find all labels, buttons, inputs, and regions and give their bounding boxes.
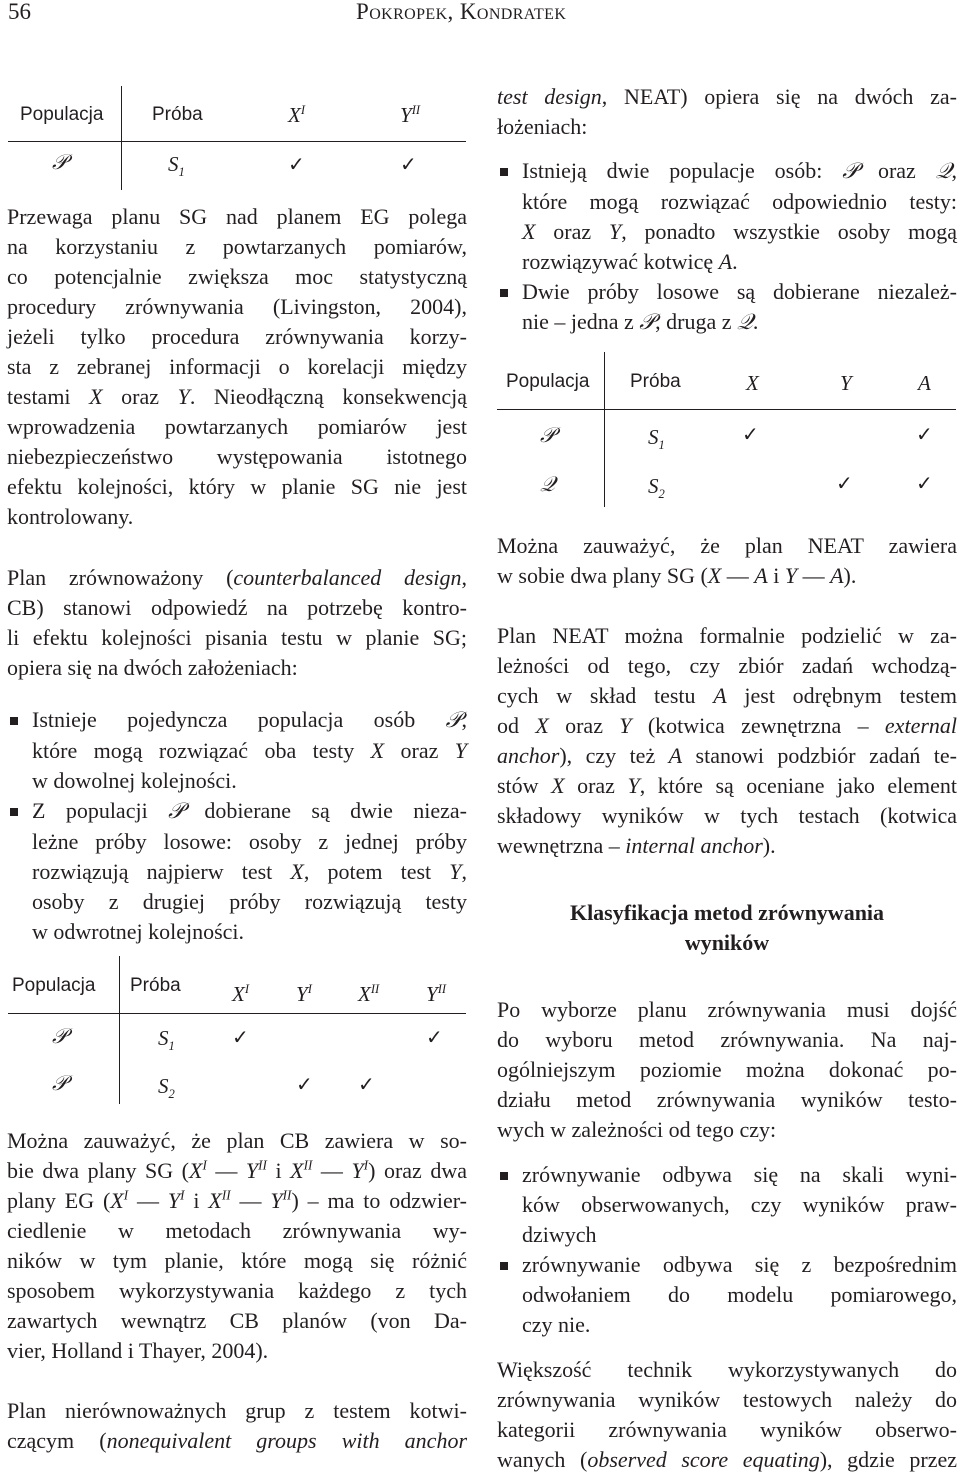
section-heading: Klasyfikacja metod zrównywania wyników xyxy=(569,900,885,955)
table-cell-sample: $S_2$ xyxy=(158,1074,175,1102)
paragraph-cb-contains: Można zauważyć, że plan CB zawiera w so- bie dwa plany SG ($X^I$ — $Y^{II}$ i $X^{II}$ — $Y^I$) oraz dwa plany EG ($X^I$ — $Y^I$ i $X^{II}$ — $Y^{II}$) – ma to odzwier- ciedlenie w metodach zrównywania wy- ników w tym planie, które mogą się różnić sposobem wykorzystywania każdego z tych zawartych wewnątrz CB planów (von Da- vier, Holland i Thayer, 2004). xyxy=(7,1128,468,1363)
table-header-y1: $Y^I$ xyxy=(296,982,312,1006)
list-item: zrównywanie odbywa się na skali wyni- ków obserwowanych, czy wyników praw- dziwych xyxy=(497,1160,957,1250)
table-header-y: Y xyxy=(840,371,852,395)
check-mark-icon: ✓ xyxy=(836,471,853,495)
check-mark-icon: ✓ xyxy=(358,1072,375,1096)
check-mark-icon: ✓ xyxy=(296,1072,313,1096)
table-header-x1: $X^I$ xyxy=(232,982,250,1006)
table-cell-population: 𝒫 xyxy=(52,150,68,174)
table-header-population: Populacja xyxy=(12,975,96,996)
running-head: Pokropek, Kondratek xyxy=(356,0,567,24)
table-header-population: Populacja xyxy=(20,104,104,125)
table-cell-sample: $S_2$ xyxy=(648,474,665,502)
table-header-a: A xyxy=(918,371,931,395)
page-number: 56 xyxy=(8,0,31,24)
table-cell-population: 𝒬 xyxy=(540,472,556,496)
table-cell-sample: $S_1$ xyxy=(168,152,185,180)
paragraph-cb-design: Plan zrównoważony (counterbalanced design, CB) stanowi odpowiedź na potrzebę kontro- li efektu kolejności pisania testu w planie SG; opiera się na dwóch założeniach: xyxy=(7,565,467,680)
check-mark-icon: ✓ xyxy=(426,1025,443,1049)
table-header-y: $Y^{II}$ xyxy=(400,103,421,127)
table-cell-population: 𝒫 xyxy=(540,423,556,447)
check-mark-icon: ✓ xyxy=(916,471,933,495)
table-header-y2: $Y^{II}$ xyxy=(426,982,447,1006)
table-horizontal-rule xyxy=(8,1013,466,1014)
table-header-sample: Próba xyxy=(630,371,681,392)
paragraph-classification: Po wyborze planu zrównywania musi dojść do wyboru metod zrównywania. Na naj- ogólniejszym poziomie można dokonać po- działu metod zrównywania wyników testo- wych w zależności od tego czy: xyxy=(497,997,957,1142)
table-cell-population: 𝒫 xyxy=(52,1024,68,1048)
paragraph-neat-split: Plan NEAT można formalnie podzielić w za- leżności od tego, czy zbiór zadań wchodzą- cych w skład testu A jest odrębnym testem od X oraz Y (kotwica zewnętrzna – external anchor), czy też A stanowi podzbiór zadań te- stów X oraz Y, które są oceniane jako element składowy wyników w tych testach (kotwica wewnętrzna – internal anchor). xyxy=(497,623,958,858)
neat-assumptions-list xyxy=(497,156,957,338)
list-item: Istnieją dwie populacje osób: 𝒫 oraz 𝒬, które mogą rozwiązać odpowiednio testy: X oraz Y, ponadto wszystkie osoby mogą rozwiązywać kotwicę A. xyxy=(497,156,957,277)
right-column-lower xyxy=(497,531,957,1475)
right-column xyxy=(497,82,957,338)
paragraph-sg-advantage: Przewaga planu SG nad planem EG polega na korzystaniu z powtarzanych pomiarów, co potencjalnie zwiększa moc statystyczną procedury zrównywania (Livingston, 2004), jeżeli tylko procedura zrównywania korzy- sta z zebranej informacji o korelacji między testami X oraz Y. Nieodłączną konsekwencją wprowadzenia powtarzanych pomiarów jest niebezpieczeństwo występowania istotnego efektu kolejności, który w planie SG nie jest kontrolowany. xyxy=(7,204,467,529)
check-mark-icon: ✓ xyxy=(288,152,305,176)
check-mark-icon: ✓ xyxy=(916,422,933,446)
table-header-population: Populacja xyxy=(506,371,590,392)
paragraph-neat-intro: Plan nierównoważnych grup z testem kotwi- czącym (nonequivalent groups with anchor xyxy=(7,1398,468,1453)
table-header-x: X xyxy=(746,371,759,395)
table-vertical-rule xyxy=(121,86,122,190)
list-item: Dwie próby losowe są dobierane niezależ- nie – jedna z 𝒫, druga z 𝒬. xyxy=(497,277,957,338)
table-cell-population: 𝒫 xyxy=(52,1071,68,1095)
table-header-x: $X^I$ xyxy=(288,103,306,127)
table-vertical-rule xyxy=(119,956,120,1104)
paragraph-neat-continued: test design, NEAT) opiera się na dwóch za- łożeniach: xyxy=(497,84,957,139)
cb-assumptions-list xyxy=(7,705,467,947)
table-vertical-rule xyxy=(604,352,605,507)
list-item: Istnieje pojedyncza populacja osób 𝒫, które mogą rozwiązać oba testy X oraz Y w dowolnej kolejności. xyxy=(7,705,467,796)
list-item: Z populacji 𝒫 dobierane są dwie nieza- leżne próby losowe: osoby z jednej próby rozwiązują najpierw test X, potem test Y, osoby z drugiej próby rozwiązują testy w odwrotnej kolejności. xyxy=(7,796,467,947)
paragraph-techniques: Większość technik wykorzystywanych do zrównywania wyników testowych należy do kategorii zrównywania wyników obserwo- wanych (observed score equating), gdzie przez xyxy=(497,1357,957,1472)
left-column-lower xyxy=(7,1126,467,1456)
table-horizontal-rule xyxy=(497,409,956,410)
list-item: zrównywanie odbywa się z bezpośrednim odwołaniem do modelu pomiarowego, czy nie. xyxy=(497,1250,957,1340)
classification-list xyxy=(497,1160,957,1340)
table-cell-sample: $S_1$ xyxy=(158,1026,175,1054)
table-header-sample: Próba xyxy=(130,975,181,996)
table-horizontal-rule xyxy=(8,141,466,142)
table-header-sample: Próba xyxy=(152,104,203,125)
check-mark-icon: ✓ xyxy=(742,422,759,446)
check-mark-icon: ✓ xyxy=(232,1025,249,1049)
table-cell-sample: $S_1$ xyxy=(648,425,665,453)
left-column xyxy=(7,202,467,947)
table-header-x2: $X^{II}$ xyxy=(358,982,380,1006)
check-mark-icon: ✓ xyxy=(400,152,417,176)
paragraph-neat-contains: Można zauważyć, że plan NEAT zawiera w sobie dwa plany SG (X — A i Y — A). xyxy=(497,533,957,588)
